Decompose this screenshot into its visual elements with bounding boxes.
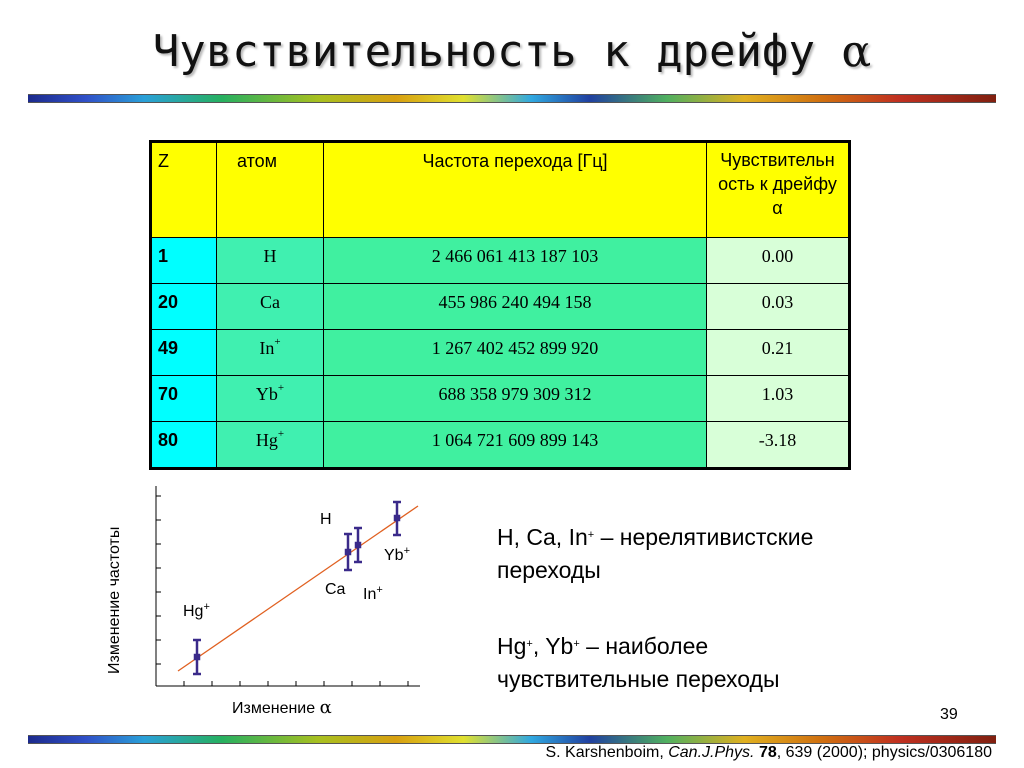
table-row: [151, 330, 850, 376]
atom-charge: +: [277, 428, 285, 440]
cell-z: 70: [151, 376, 217, 422]
cell-sensitivity: -3.18: [707, 422, 850, 469]
label-in: [363, 586, 383, 604]
top-rainbow-rule: [28, 94, 996, 103]
table-row: [151, 284, 850, 330]
atom-symbol: Ca: [260, 292, 280, 312]
cell-frequency: 2 466 061 413 187 103: [324, 238, 707, 284]
cell-atom: [217, 330, 324, 376]
cell-frequency: 1 064 721 609 899 143: [324, 422, 707, 469]
label-hg-text: Hg: [183, 603, 204, 620]
label-hg-charge: +: [203, 601, 210, 613]
label-hg: [183, 603, 210, 621]
cell-atom: [217, 376, 324, 422]
note2-yb-charge: +: [573, 638, 580, 650]
note1-line2: переходы: [497, 557, 601, 583]
cell-frequency: 1 267 402 452 899 920: [324, 330, 707, 376]
atom-symbol: H: [263, 246, 277, 266]
label-yb-charge: +: [403, 545, 411, 557]
header-sensitivity-symbol: α: [772, 198, 783, 218]
cell-atom: [217, 238, 324, 284]
y-ticks: [156, 496, 161, 664]
label-h: H: [320, 511, 332, 528]
sensitivity-plot: [100, 480, 440, 720]
header-frequency: Частота перехода [Гц]: [324, 142, 707, 238]
frequency-table: [149, 140, 851, 470]
citation-volume: 78: [758, 744, 777, 761]
x-axis-label: [232, 697, 332, 718]
header-sensitivity-line1: Чувствительн: [720, 150, 835, 170]
atom-symbol: Yb: [255, 384, 278, 404]
cell-atom: [217, 284, 324, 330]
table-row: [151, 238, 850, 284]
atom-symbol: Hg: [255, 430, 278, 450]
point-hg: [193, 640, 201, 674]
note1-charge: +: [587, 529, 595, 541]
label-in-text: In: [363, 586, 377, 603]
note2-desc: – наиболее: [579, 633, 709, 659]
note1-line1: [497, 521, 813, 554]
citation-journal: Can.J.Phys.: [668, 744, 755, 761]
slide-title-text: Чувствительность к дрейфу: [152, 26, 816, 77]
header-z: Z: [151, 142, 217, 238]
note2-line1: [497, 630, 779, 663]
atom-symbol: In: [259, 338, 275, 358]
note1-desc: – нерелятивистские: [594, 524, 814, 550]
cell-sensitivity: 0.00: [707, 238, 850, 284]
citation-rest: , 639 (2000); physics/0306180: [776, 744, 992, 761]
x-ticks: [184, 681, 408, 686]
table-row: [151, 376, 850, 422]
cell-z: 49: [151, 330, 217, 376]
atom-charge: +: [274, 336, 281, 348]
x-axis-label-text: Изменение: [232, 700, 316, 717]
cell-sensitivity: 0.21: [707, 330, 850, 376]
note2-hg-charge: +: [526, 638, 533, 650]
note2-hg: Hg: [497, 633, 527, 659]
cell-z: 1: [151, 238, 217, 284]
note-nonrelativistic: [497, 521, 813, 587]
label-yb: [384, 547, 410, 565]
header-sensitivity: [707, 142, 850, 238]
table-header-row: [151, 142, 850, 238]
header-atom: атом: [217, 142, 324, 238]
note2-line2: чувствительные переходы: [497, 666, 780, 692]
y-axis-label: Изменение частоты: [106, 526, 123, 674]
plot-svg: [100, 480, 440, 720]
cell-z: 80: [151, 422, 217, 469]
cell-sensitivity: 1.03: [707, 376, 850, 422]
note1-atoms: H, Ca, In: [497, 524, 588, 550]
bottom-rainbow-rule: [28, 735, 996, 744]
alpha-symbol: α: [841, 26, 872, 77]
page-number: 39: [940, 706, 958, 723]
note2-yb: , Yb: [532, 633, 574, 659]
cell-frequency: 688 358 979 309 312: [324, 376, 707, 422]
label-yb-text: Yb: [384, 547, 404, 564]
cell-sensitivity: 0.03: [707, 284, 850, 330]
slide-title: [0, 26, 1024, 77]
cell-atom: [217, 422, 324, 469]
point-in: [354, 528, 362, 562]
atom-charge: +: [277, 382, 285, 394]
cell-frequency: 455 986 240 494 158: [324, 284, 707, 330]
citation-author: S. Karshenboim,: [545, 744, 669, 761]
table-row: [151, 422, 850, 469]
note-most-sensitive: [497, 630, 779, 696]
header-sensitivity-line2: ость к дрейфу: [718, 174, 837, 194]
label-ca: Ca: [325, 581, 346, 598]
x-axis-alpha-symbol: α: [319, 697, 332, 718]
citation: [545, 744, 992, 762]
point-ca: [344, 534, 352, 570]
cell-z: 20: [151, 284, 217, 330]
point-yb: [393, 502, 401, 535]
label-in-charge: +: [376, 584, 383, 596]
